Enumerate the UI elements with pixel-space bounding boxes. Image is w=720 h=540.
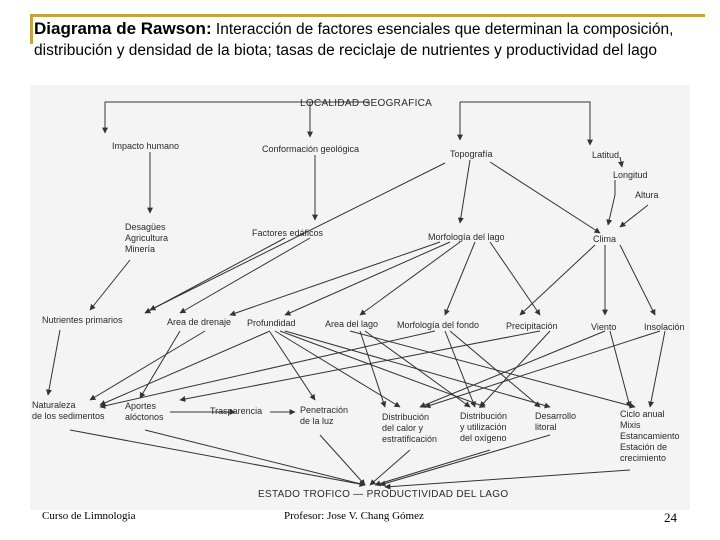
node-morfologia-fondo: Morfología del fondo: [397, 320, 480, 330]
node-desarrollo-line2: litoral: [535, 422, 557, 432]
node-desarrollo-line1: Desarrollo: [535, 411, 577, 421]
node-profundidad: Profundidad: [247, 318, 296, 328]
footer-course: Curso de Limnologia: [42, 510, 136, 522]
node-ciclo-line1: Ciclo anual: [620, 409, 665, 419]
node-area-lago: Area del lago: [325, 319, 379, 329]
title-lead: Diagrama de Rawson:: [34, 19, 212, 38]
slide-title: [34, 18, 699, 61]
footer-professor: Profesor: Jose V. Chang Gómez: [284, 510, 424, 522]
node-trasparencia: Trasparencia: [210, 406, 263, 416]
node-penetracion-line2: de la luz: [300, 416, 334, 426]
node-distrib-calor-line1: Distribución: [382, 412, 430, 422]
node-longitud: Longitud: [613, 170, 648, 180]
node-topografia: Topografía: [450, 149, 493, 159]
node-factores-edaficos: Factores edáficos: [252, 228, 324, 238]
node-aportes-line2: alóctonos: [125, 412, 164, 422]
node-localidad-geografica: LOCALIDAD GEOGRAFICA: [300, 98, 433, 109]
diagram-nodes: [32, 98, 685, 500]
node-distrib-calor-line3: estratificación: [382, 434, 438, 444]
page-number: 24: [664, 510, 677, 525]
node-distrib-oxi-line3: del oxígeno: [460, 433, 507, 443]
node-latitud: Latitud: [592, 150, 620, 160]
node-distrib-calor-line2: del calor y: [382, 423, 424, 433]
node-altura: Altura: [635, 190, 659, 200]
title-rule: [30, 14, 705, 17]
node-distrib-oxi-line1: Distribución: [460, 411, 508, 421]
node-ciclo-line5: crecimiento: [620, 453, 667, 463]
node-conformacion-geologica: Conformación geológica: [262, 144, 360, 154]
node-agricultura: Agricultura: [125, 233, 169, 243]
node-distrib-oxi-line2: y utilización: [460, 422, 507, 432]
diagram-photo: [30, 85, 690, 510]
node-area-drenaje: Area de drenaje: [167, 317, 232, 327]
node-mineria: Minería: [125, 244, 156, 254]
title-rest: Interacción de factores esenciales que determinan la composición, distribución y densidad de la biota; tasas de reciclaje de nutrientes y productividad del lago: [34, 21, 674, 59]
diagram-edges: [48, 102, 668, 487]
node-precipitacion: Precipitación: [506, 321, 558, 331]
node-insolacion: Insolación: [644, 322, 685, 332]
node-aportes-line1: Aportes: [125, 401, 157, 411]
node-clima: Clima: [593, 234, 617, 244]
node-penetracion-line1: Penetración: [300, 405, 349, 415]
node-desagues: Desagües: [125, 222, 166, 232]
node-viento: Viento: [591, 322, 617, 332]
node-ciclo-line2: Mixis: [620, 420, 641, 430]
node-ciclo-line4: Estación de: [620, 442, 668, 452]
node-ciclo-line3: Estancamiento: [620, 431, 680, 441]
node-estado-trofico: ESTADO TROFICO — PRODUCTIVIDAD DEL LAGO: [258, 489, 509, 500]
node-morfologia-lago: Morfología del lago: [428, 232, 505, 242]
node-naturaleza-line2: de los sedimentos: [32, 411, 105, 421]
node-nutrientes-primarios: Nutrientes primarios: [42, 315, 123, 325]
title-left-rule: [30, 14, 33, 44]
rawson-diagram: [30, 85, 690, 510]
node-impacto-humano: Impacto humano: [112, 141, 180, 151]
node-naturaleza-line1: Naturaleza: [32, 400, 76, 410]
